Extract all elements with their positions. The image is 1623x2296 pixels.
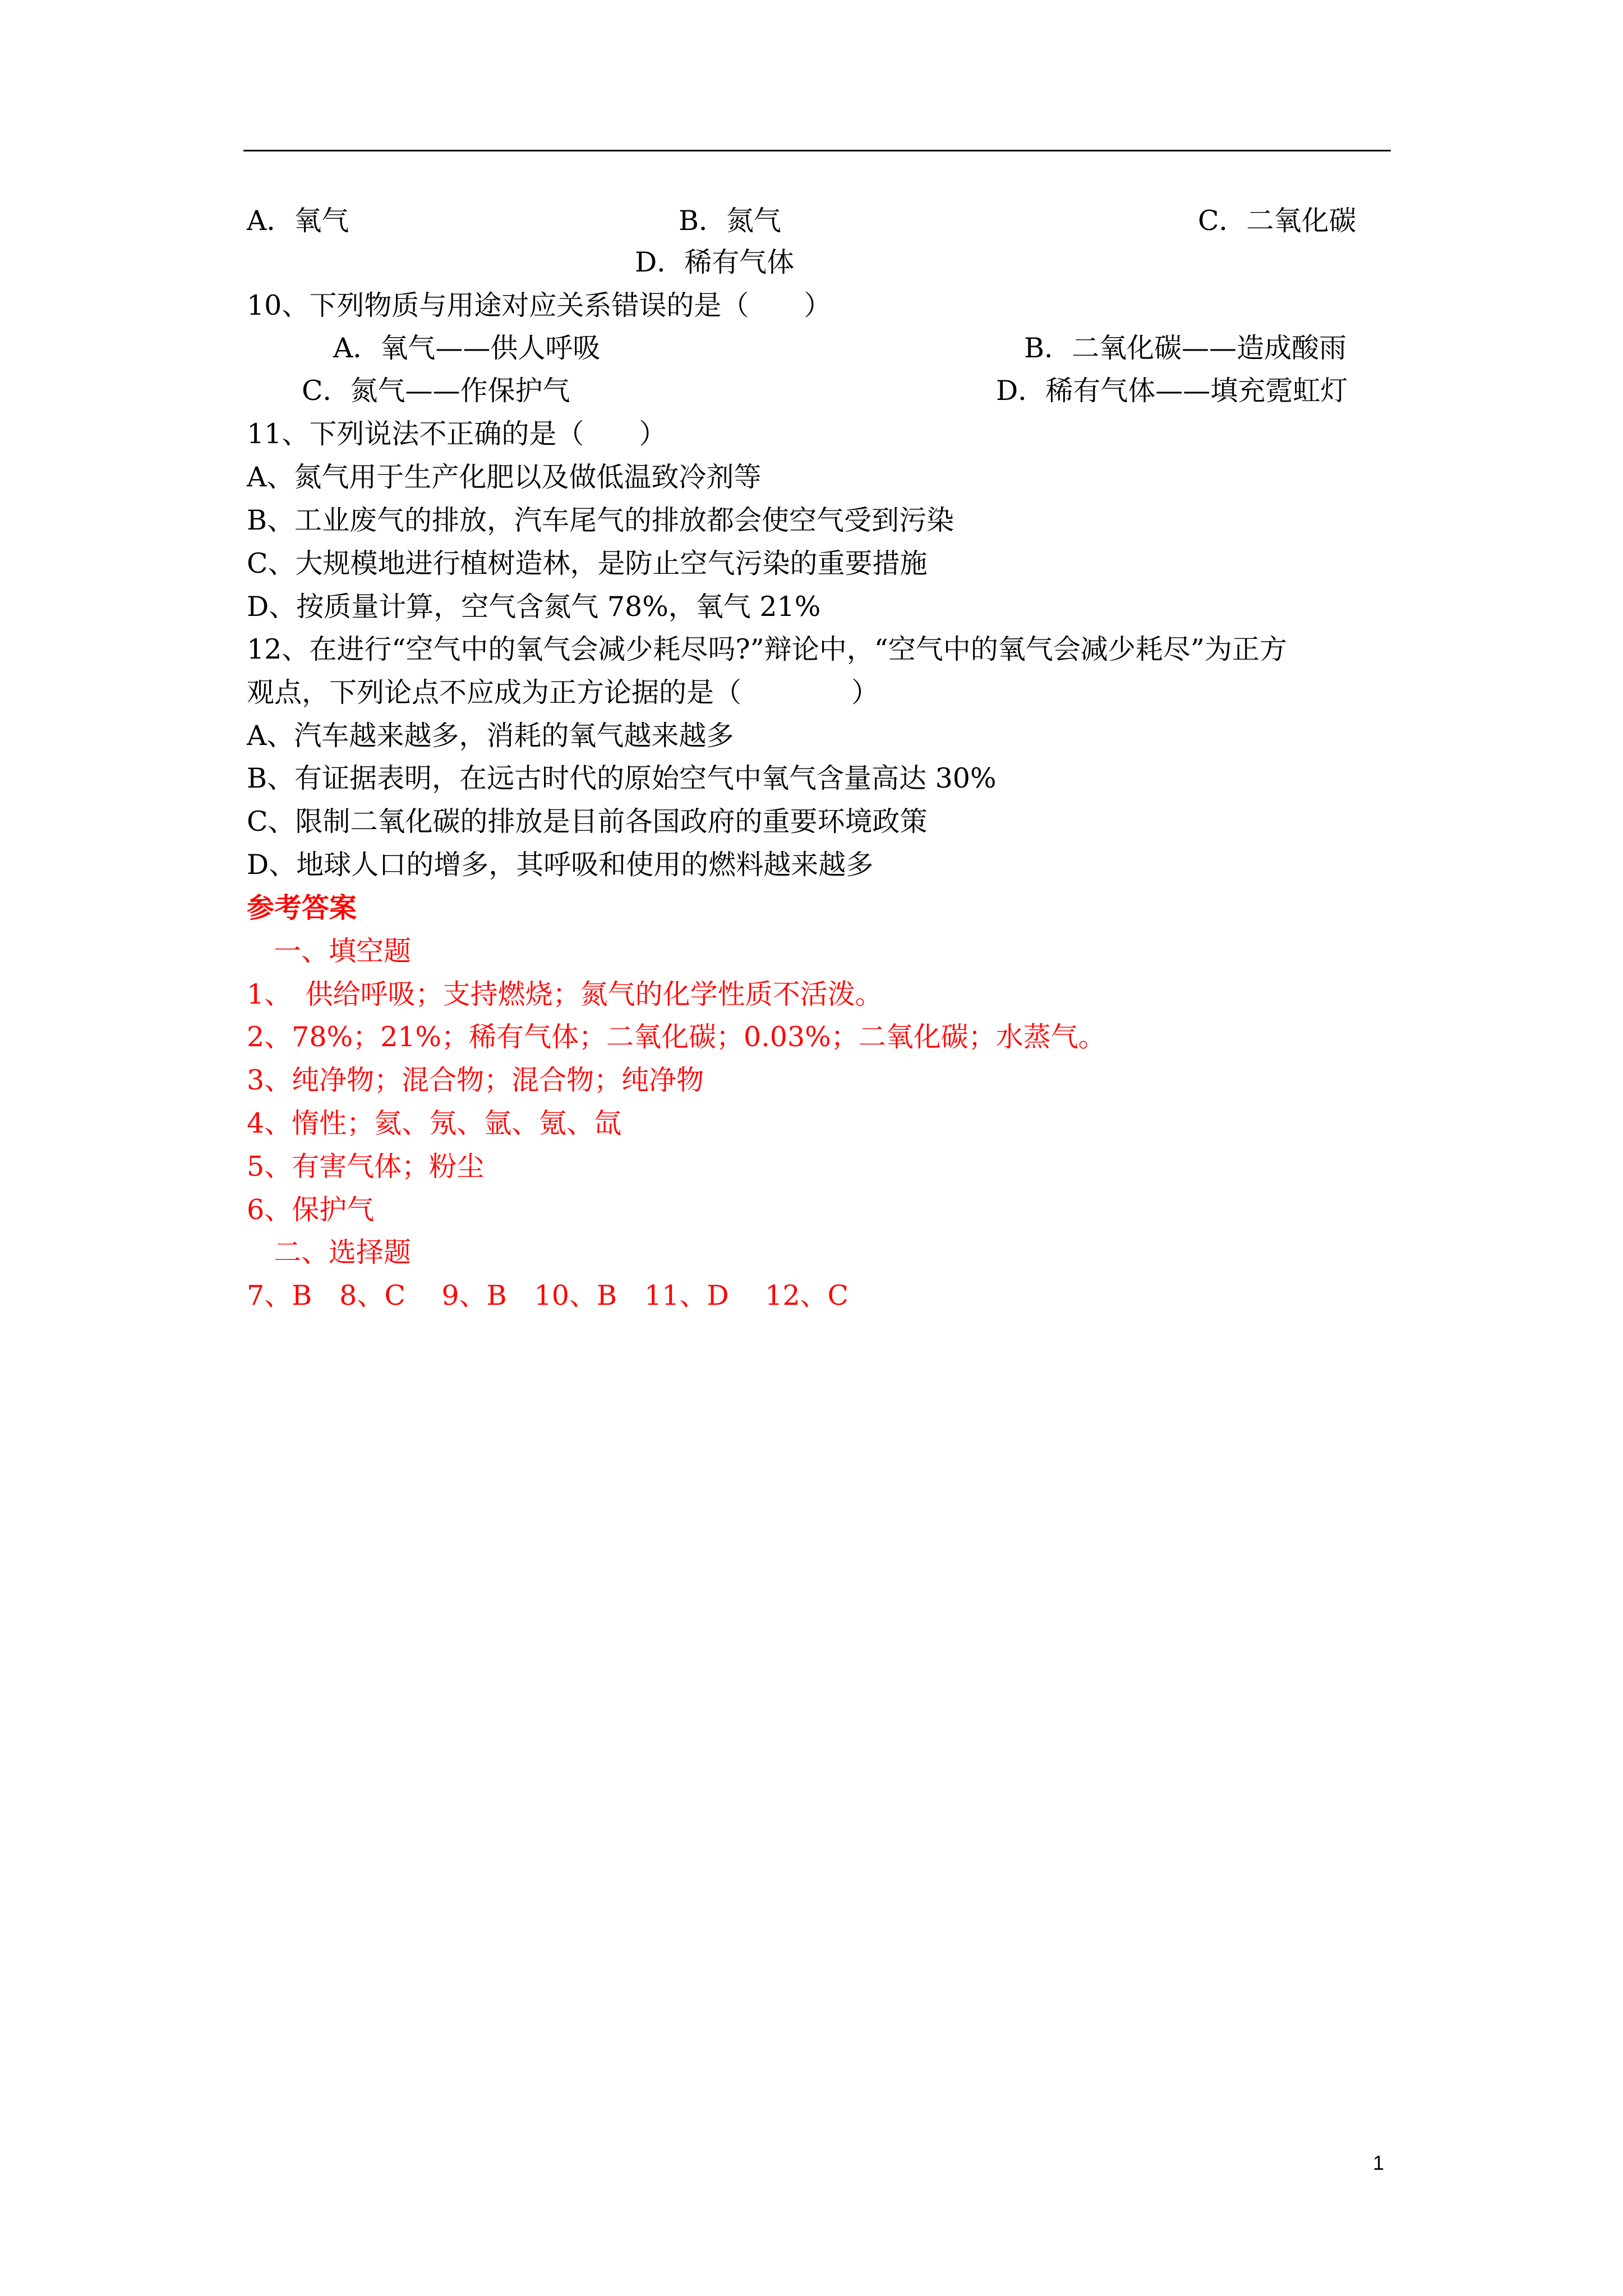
page-number: 1 (1373, 2151, 1385, 2174)
q10-option-d: D．稀有气体——填充霓虹灯 (996, 375, 1348, 407)
q10-option-a: A．氧气——供人呼吸 (333, 332, 601, 364)
answers-heading: 参考答案 (247, 891, 357, 924)
q11-option-d: D、按质量计算，空气含氮气 78%，氧气 21% (247, 591, 821, 623)
q12-stem-line2: 观点，下列论点不应成为正方论据的是（ ） (247, 677, 879, 708)
answer-3: 3、纯净物；混合物；混合物；纯净物 (247, 1064, 704, 1096)
q9-option-b: B．氮气 (679, 205, 782, 237)
answer-4: 4、惰性；氦、氖、氩、氪、氙 (247, 1107, 622, 1139)
q10-stem: 10、下列物质与用途对应关系错误的是（ ） (247, 289, 832, 321)
q9-option-d: D．稀有气体 (635, 246, 795, 278)
q12-stem-line1: 12、在进行“空气中的氧气会减少耗尽吗?”辩论中，“空气中的氧气会减少耗尽”为正方 (247, 633, 1287, 665)
answer-choices: 7、B 8、C 9、B 10、B 11、D 12、C (247, 1280, 849, 1312)
q9-option-a: A．氧气 (247, 205, 349, 237)
q10-option-b: B．二氧化碳——造成酸雨 (1024, 332, 1347, 364)
header-rule (243, 150, 1391, 151)
answer-6: 6、保护气 (247, 1194, 375, 1226)
q12-option-b: B、有证据表明，在远古时代的原始空气中氧气含量高达 30% (247, 762, 997, 794)
q10-option-c: C．氮气——作保护气 (302, 375, 570, 407)
q12-option-a: A、汽车越来越多，消耗的氧气越来越多 (247, 720, 734, 752)
q12-option-c: C、限制二氧化碳的排放是目前各国政府的重要环境政策 (247, 806, 928, 838)
q12-option-d: D、地球人口的增多，其呼吸和使用的燃料越来越多 (247, 849, 874, 881)
q9-option-c: C．二氧化碳 (1198, 205, 1357, 237)
answer-2: 2、78%；21%；稀有气体；二氧化碳；0.03%；二氧化碳；水蒸气。 (247, 1021, 1106, 1053)
answer-5: 5、有害气体；粉尘 (247, 1151, 485, 1182)
q11-option-b: B、工业废气的排放，汽车尾气的排放都会使空气受到污染 (247, 504, 955, 536)
q11-option-c: C、大规模地进行植树造林，是防止空气污染的重要措施 (247, 547, 928, 579)
q11-stem: 11、下列说法不正确的是（ ） (247, 418, 667, 450)
q11-option-a: A、氮气用于生产化肥以及做低温致冷剂等 (247, 461, 762, 493)
answer-1: 1、 供给呼吸；支持燃烧；氮气的化学性质不活泼。 (247, 978, 883, 1010)
answers-section-fill-in: 一、填空题 (274, 935, 412, 967)
answers-section-choice: 二、选择题 (274, 1236, 412, 1268)
